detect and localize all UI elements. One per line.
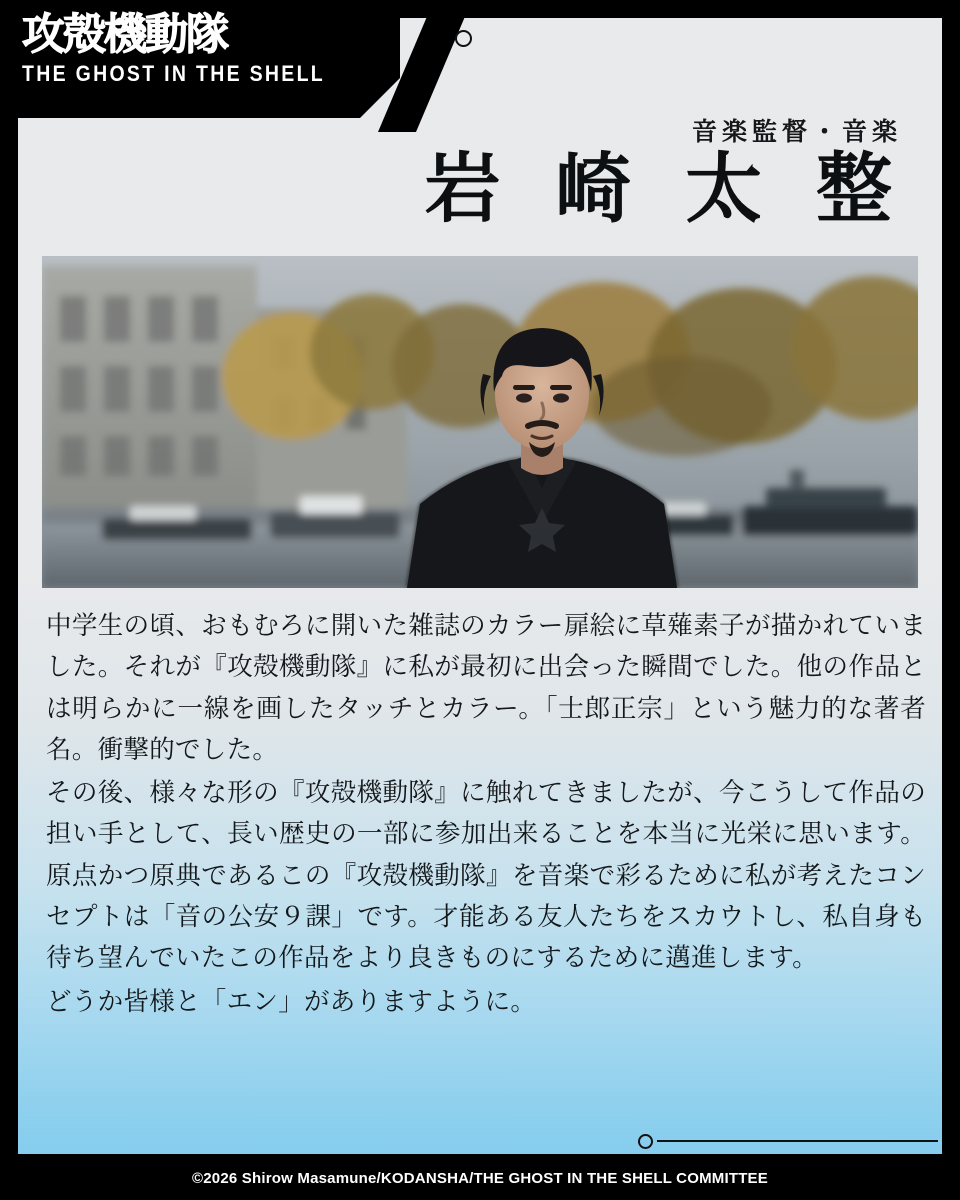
decorative-circle-bottom-icon [638, 1134, 653, 1149]
content-card [18, 18, 942, 1154]
logo-english-title: THE GHOST IN THE SHELL [22, 61, 326, 87]
message-paragraph-1: 中学生の頃、おもむろに開いた雑誌のカラー扉絵に草薙素子が描かれていました。それが『攻殻機動隊』に私が最初に出会った瞬間でした。他の作品とは明らかに一線を画したタッチとカラー。「士郎正宗」という魅力的な著者名。衝撃的でした。 [46, 611, 926, 765]
bottom-decoration [638, 1134, 938, 1148]
footer-bar [0, 1156, 960, 1200]
message-paragraph-3: どうか皆様と「エン」がありますように。 [46, 986, 537, 1017]
message-paragraph-2: その後、様々な形の『攻殻機動隊』に触れてきましたが、今こうして作品の担い手として、長い歴史の一部に参加出来ることを本当に光栄に思います。原点かつ原典であるこの『攻殻機動隊』を音楽で彩るために私が考えたコンセプトは「音の公安９課」です。才能ある友人たちをスカウトし、私自身も待ち望んでいたこの作品をより良きものにするために邁進します。 [46, 778, 926, 974]
series-logo [22, 10, 326, 87]
portrait-photo [42, 256, 918, 588]
logo-japanese-title: 攻殻機動隊 [22, 10, 227, 60]
role-label: 音楽監督・音楽 [691, 117, 902, 146]
decorative-circle-icon [455, 30, 472, 47]
message-body [46, 606, 926, 1023]
person-name: 岩 崎 太 整 [424, 144, 906, 233]
portrait-illustration [42, 256, 918, 588]
copyright-text: ©2026 Shirow Masamune/KODANSHA/THE GHOST IN THE SHELL COMMITTEE [192, 1169, 768, 1187]
decorative-line [657, 1140, 938, 1142]
